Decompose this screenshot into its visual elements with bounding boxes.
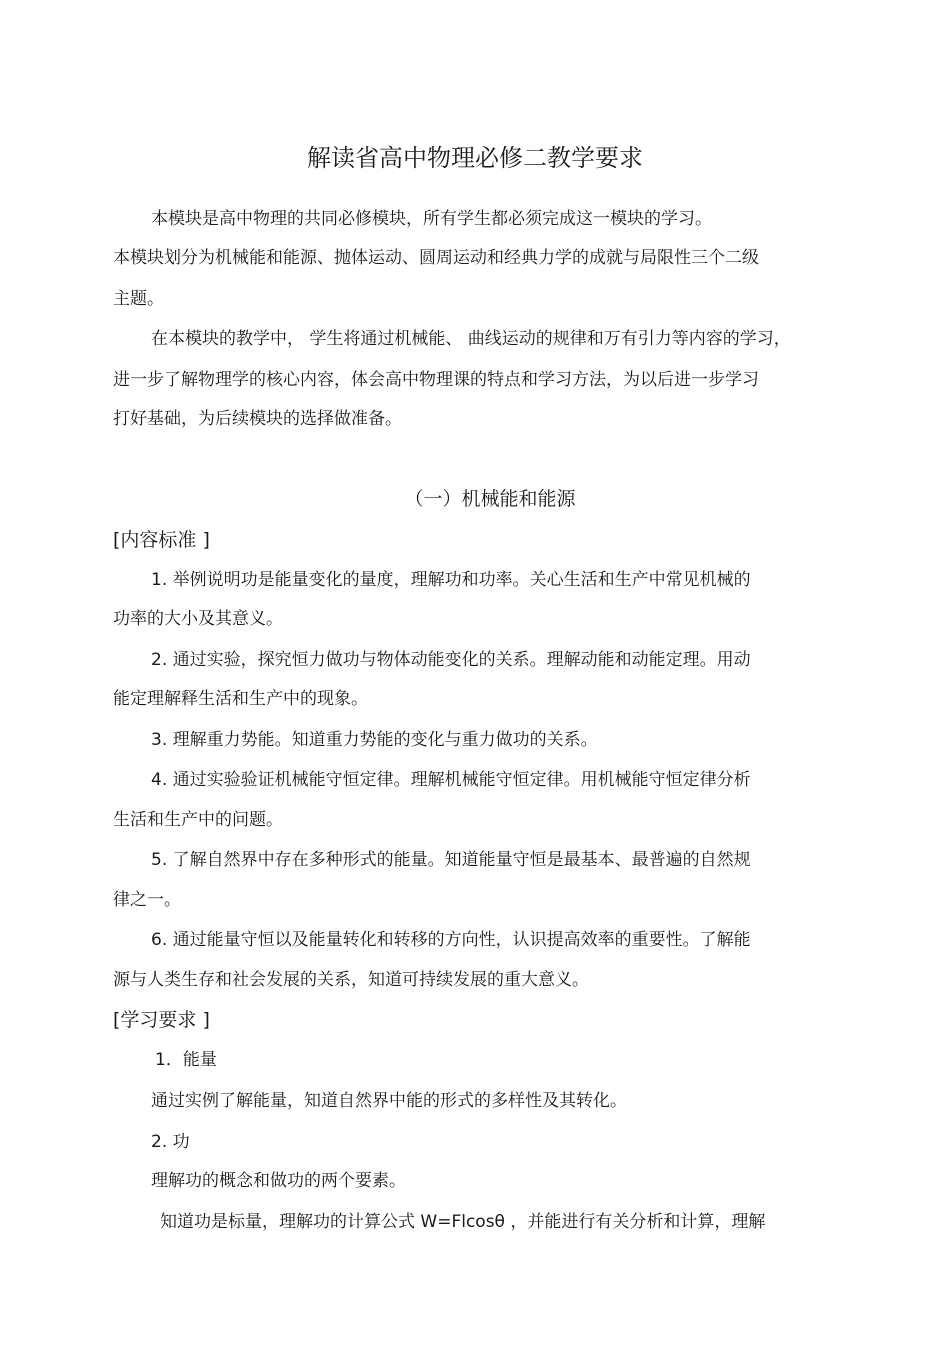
standard-line-8: 5. 了解自然界中存在多种形式的能量。知道能量守恒是最基本、最普遍的自然规: [151, 850, 751, 870]
standard-line-11: 源与人类生存和社会发展的关系，知道可持续发展的重大意义。: [113, 970, 589, 990]
learning-heading: [学习要求 ]: [113, 1009, 210, 1031]
learning-line-5: 知道功是标量，理解功的计算公式 W=Flcosθ ，并能进行有关分析和计算，理解: [160, 1212, 766, 1232]
section-heading: （一）机械能和能源: [404, 488, 576, 510]
intro-line-3: 主题。: [113, 289, 164, 309]
intro-line-1: 本模块是高中物理的共同必修模块，所有学生都必须完成这一模块的学习。: [151, 209, 712, 229]
standard-line-7: 生活和生产中的问题。: [113, 810, 283, 830]
intro-line-2: 本模块划分为机械能和能源、抛体运动、圆周运动和经典力学的成就与局限性三个二级: [113, 248, 759, 268]
document-title: 解读省高中物理必修二教学要求: [307, 144, 643, 172]
standard-line-3: 2. 通过实验，探究恒力做功与物体动能变化的关系。理解动能和动能定理。用动: [151, 650, 751, 670]
intro-line-4: 在本模块的教学中， 学生将通过机械能、 曲线运动的规律和万有引力等内容的学习，: [151, 329, 791, 349]
learning-line-2: 通过实例了解能量，知道自然界中能的形式的多样性及其转化。: [151, 1091, 627, 1111]
learning-line-1: 1．能量: [155, 1050, 217, 1070]
standard-line-6: 4. 通过实验验证机械能守恒定律。理解机械能守恒定律。用机械能守恒定律分析: [151, 770, 751, 790]
intro-line-6: 打好基础，为后续模块的选择做准备。: [113, 409, 402, 429]
standard-line-4: 能定理解释生活和生产中的现象。: [113, 689, 368, 709]
standard-line-2: 功率的大小及其意义。: [113, 609, 283, 629]
standard-line-1: 1. 举例说明功是能量变化的量度，理解功和功率。关心生活和生产中常见机械的: [151, 570, 751, 590]
intro-line-5: 进一步了解物理学的核心内容，体会高中物理课的特点和学习方法，为以后进一步学习: [113, 370, 759, 390]
standard-line-10: 6. 通过能量守恒以及能量转化和转移的方向性，认识提高效率的重要性。了解能: [151, 930, 751, 950]
standard-line-5: 3. 理解重力势能。知道重力势能的变化与重力做功的关系。: [151, 730, 598, 750]
content-standard-heading: [内容标准 ]: [113, 529, 210, 551]
standard-line-9: 律之一。: [113, 890, 181, 910]
learning-line-3: 2. 功: [151, 1132, 190, 1152]
learning-line-4: 理解功的概念和做功的两个要素。: [151, 1171, 406, 1191]
